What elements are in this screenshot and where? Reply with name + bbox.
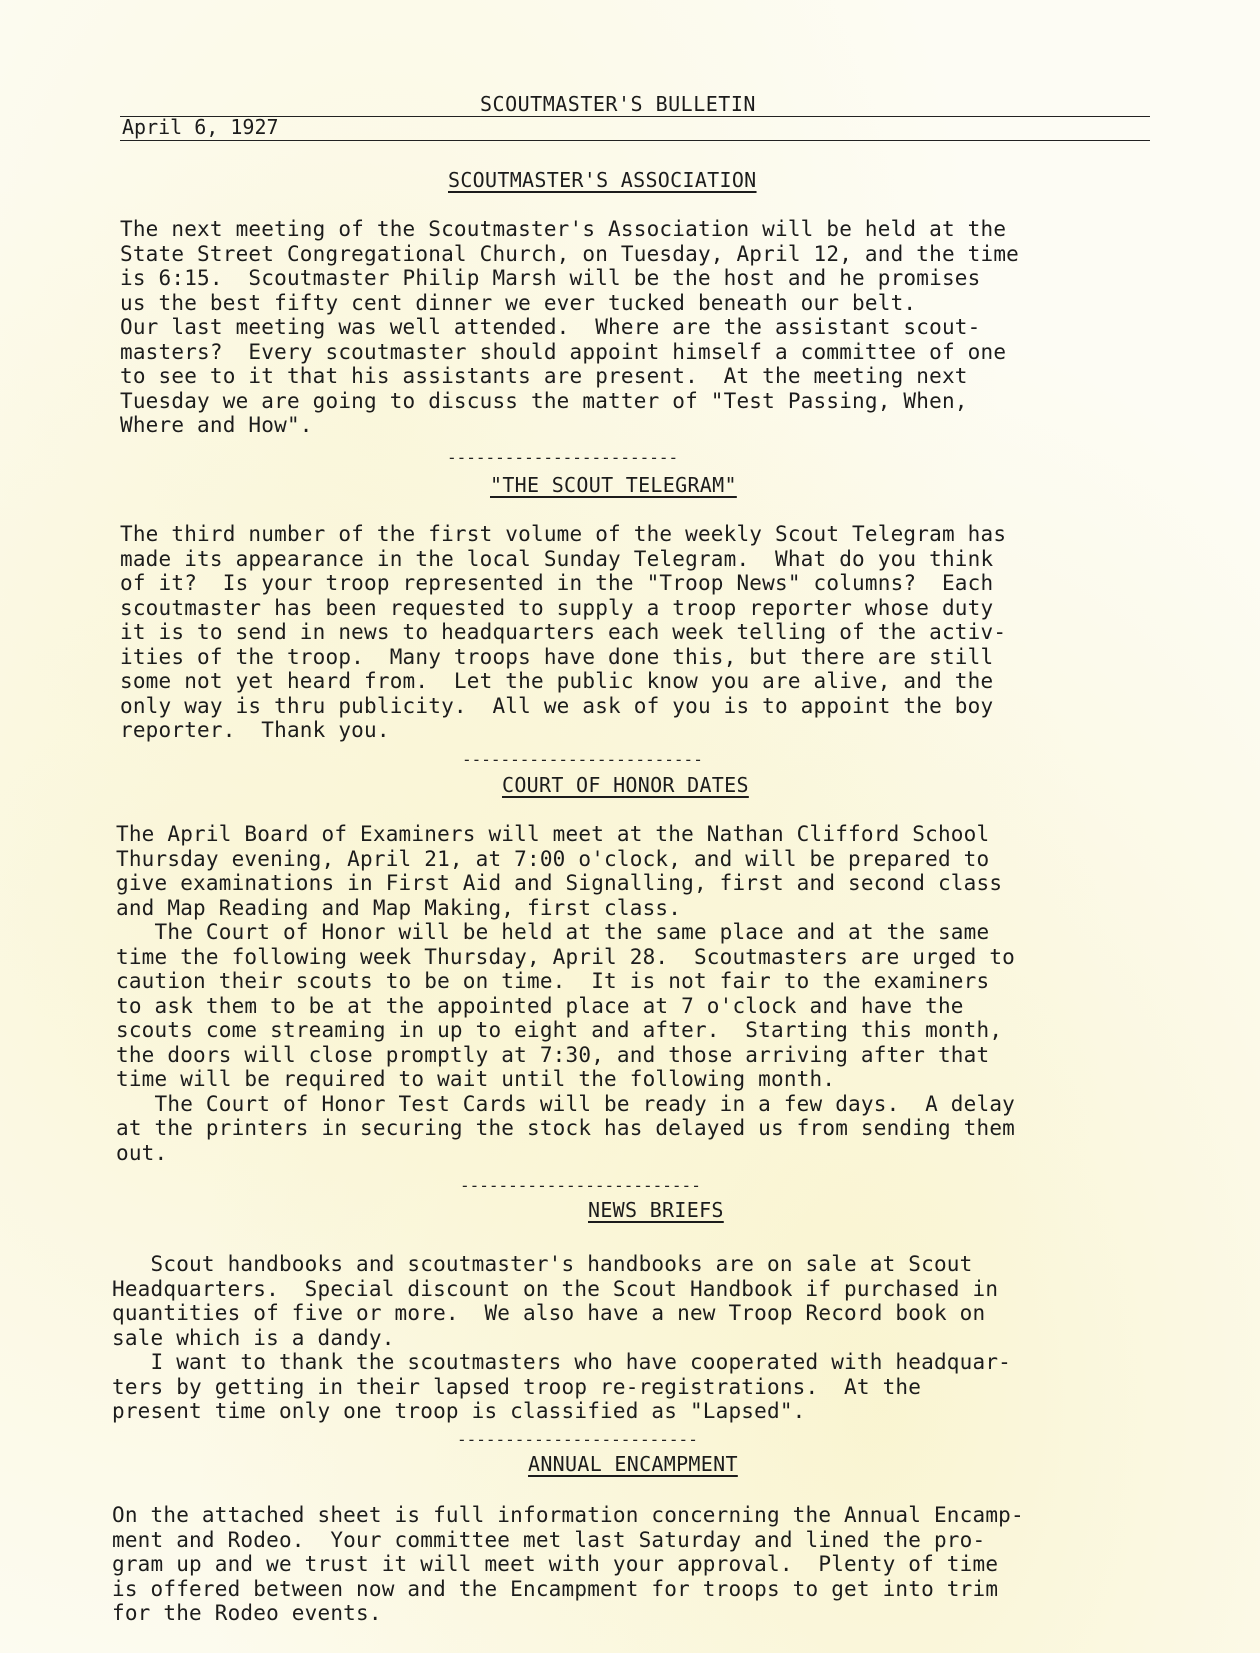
text-line: sale which is a dandy. <box>112 1325 395 1350</box>
text-line: The Court of Honor will be held at the same place and at the same <box>116 920 990 944</box>
section-divider: ------------------------- <box>460 1176 701 1195</box>
section-divider: ------------------------ <box>447 448 679 467</box>
text-line: time will be required to wait until the following month. <box>116 1067 836 1091</box>
text-line: Our last meeting was well attended. Where are the assistant scout- <box>120 315 981 339</box>
text-line: Thursday evening, April 21, at 7:00 o'clock, and will be prepared to <box>116 846 990 871</box>
text-line: State Street Congregational Church, on Tuesday, April 12, and the time <box>120 241 1020 266</box>
text-line: out. <box>116 1140 168 1165</box>
section-heading-encampment: ANNUAL ENCAMPMENT <box>528 1452 738 1476</box>
text-line: and Map Reading and Map Making, first class. <box>116 895 682 920</box>
text-line: some not yet heard from. Let the public know you are alive, and the <box>120 669 994 693</box>
section-heading-news-briefs: NEWS BRIEFS <box>588 1198 724 1222</box>
text-line: ities of the troop. Many troops have done this, but there are still <box>120 644 994 669</box>
text-line: Tuesday we are going to discuss the matter of "Test Passing, When, <box>120 388 968 413</box>
text-line: masters? Every scoutmaster should appoint himself a committee of one <box>120 339 1007 364</box>
text-line: caution their scouts to be on time. It is not fair to the examiners <box>116 969 990 993</box>
text-line: quantities of five or more. We also have a new Troop Record book on <box>112 1301 986 1325</box>
text-line: give examinations in First Aid and Signalling, first and second class <box>116 871 1003 895</box>
section-divider: ------------------------- <box>457 1430 698 1449</box>
section-body-encampment <box>112 1503 1024 1626</box>
section-heading-telegram: "THE SCOUT TELEGRAM" <box>490 473 737 497</box>
text-line: The next meeting of the Scoutmaster's Association will be held at the <box>120 217 1007 241</box>
section-body-telegram <box>120 522 1006 743</box>
section-heading-association: SCOUTMASTER'S ASSOCIATION <box>448 168 757 192</box>
bulletin-date: April 6, 1927 <box>122 115 279 139</box>
text-line: reporter. Thank you. <box>120 718 390 742</box>
text-line: of it? Is your troop represented in the "Troop News" columns? Each <box>120 571 994 595</box>
text-line: ters by getting in their lapsed troop re-registrations. At the <box>112 1374 922 1399</box>
text-line: us the best fifty cent dinner we ever tucked beneath our belt. <box>120 290 917 315</box>
text-line: only way is thru publicity. All we ask of you is to appoint the boy <box>120 693 994 718</box>
text-line: ment and Rodeo. Your committee met last Saturday and lined the pro- <box>112 1527 986 1552</box>
text-line: scoutmaster has been requested to supply a troop reporter whose duty <box>120 595 994 620</box>
text-line: scouts come streaming in up to eight and after. Starting this month, <box>116 1018 1003 1042</box>
section-heading-court-of-honor: COURT OF HONOR DATES <box>502 773 749 797</box>
text-line: present time only one troop is classified as "Lapsed". <box>112 1399 806 1423</box>
text-line: Headquarters. Special discount on the Scout Handbook if purchased in <box>112 1276 999 1301</box>
text-line: is 6:15. Scoutmaster Philip Marsh will be the host and he promises <box>120 266 981 290</box>
section-body-news-briefs <box>112 1252 1011 1424</box>
text-line: I want to thank the scoutmasters who have cooperated with headquar- <box>112 1350 1012 1374</box>
text-line: On the attached sheet is full information concerning the Annual Encamp- <box>112 1503 1024 1527</box>
text-line: The Court of Honor Test Cards will be ready in a few days. A delay <box>116 1091 1016 1116</box>
section-divider: ------------------------- <box>462 750 703 769</box>
text-line: gram up and we trust it will meet with your approval. Plenty of time <box>112 1552 999 1576</box>
text-line: made its appearance in the local Sunday Telegram. What do you think <box>120 546 994 571</box>
bulletin-title: SCOUTMASTER'S BULLETIN <box>480 92 756 116</box>
section-body-court-of-honor <box>116 822 1015 1165</box>
text-line: to see to it that his assistants are present. At the meeting next <box>120 364 968 388</box>
text-line: at the printers in securing the stock has delayed us from sending them <box>116 1116 1016 1140</box>
text-line: time the following week Thursday, April 28. Scoutmasters are urged to <box>116 944 1016 969</box>
text-line: The third number of the first volume of the weekly Scout Telegram has <box>120 522 1007 546</box>
text-line: Where and How". <box>120 413 313 437</box>
text-line: is offered between now and the Encampment for troops to get into trim <box>112 1576 999 1601</box>
section-body-association <box>120 217 1019 438</box>
text-line: it is to send in news to headquarters each week telling of the activ- <box>120 620 1007 644</box>
text-line: Scout handbooks and scoutmaster's handbooks are on sale at Scout <box>112 1252 973 1276</box>
text-line: the doors will close promptly at 7:30, and those arriving after that <box>116 1042 990 1067</box>
text-line: to ask them to be at the appointed place at 7 o'clock and have the <box>116 993 964 1018</box>
text-line: The April Board of Examiners will meet at the Nathan Clifford School <box>116 822 990 846</box>
date-rule <box>120 140 1150 141</box>
text-line: for the Rodeo events. <box>112 1601 382 1625</box>
